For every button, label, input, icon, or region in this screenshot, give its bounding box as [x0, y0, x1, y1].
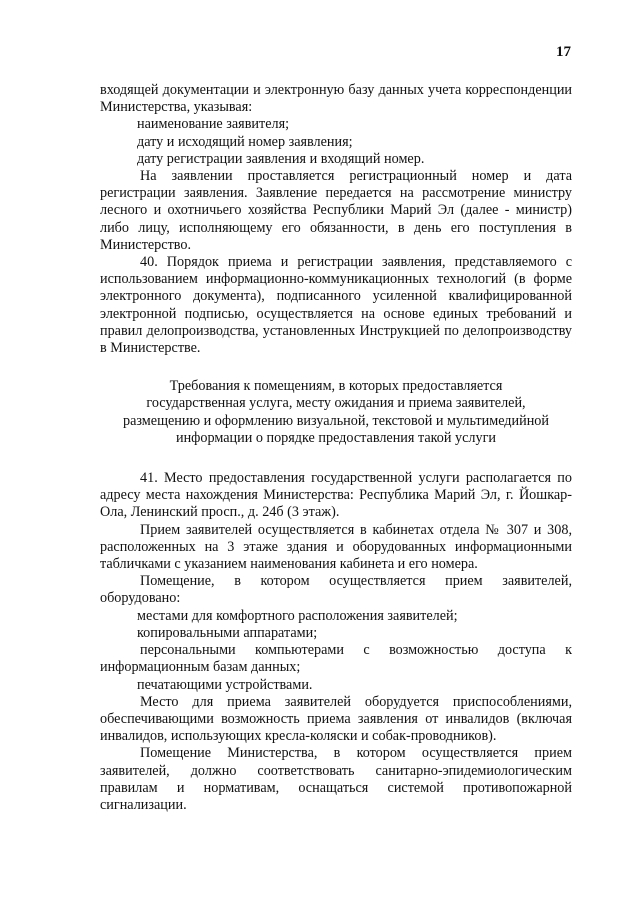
paragraph-41: 41. Место предоставления государственной услуги располагается по адресу места нахождения Министерства: Республика Марий Эл, г. Йошкар-Ола, Ленинский просп., д. 24б (3 этаж).	[100, 470, 572, 521]
paragraph-equipment: Помещение, в котором осуществляется прием заявителей, оборудовано:	[100, 573, 572, 607]
list-item: персональными компьютерами с возможностью доступа к информационным базам данных;	[100, 642, 572, 676]
section-heading	[100, 378, 572, 447]
list-item: дату и исходящий номер заявления;	[137, 133, 353, 150]
list-item: дату регистрации заявления и входящий номер.	[137, 150, 425, 167]
paragraph-reception-rooms: Прием заявителей осуществляется в кабинетах отдела № 307 и 308, расположенных на 3 этаже здания и оборудованных информационными табличками с указанием наименования кабинета и его номера.	[100, 521, 572, 573]
list-item: печатающими устройствами.	[137, 676, 313, 693]
page-number: 17	[556, 44, 571, 60]
document-body	[100, 82, 572, 814]
heading-line: размещению и оформлению визуальной, текстовой и мультимедийной	[123, 412, 549, 429]
list-item: местами для комфортного расположения заявителей;	[137, 607, 458, 624]
paragraph-40: 40. Порядок приема и регистрации заявления, представляемого с использованием информационно-коммуникационных технологий (в форме электронного документа), подписанного усиленной квалифицированной электронной подписью, осуществляется на основе единых требований и правил делопроизводства, установленных Инструкцией по делопроизводству в Министерстве.	[100, 254, 572, 357]
list-item: копировальными аппаратами;	[137, 624, 318, 641]
paragraph-registration: На заявлении проставляется регистрационный номер и дата регистрации заявления. Заявление передается на рассмотрение министру лесного и охотничьего хозяйства Республики Марий Эл (далее - министр) либо лицу, исполняющему его обязанности, в день его поступления в Министерство.	[100, 168, 572, 253]
heading-line: Требования к помещениям, в которых предоставляется	[169, 378, 503, 395]
paragraph-accessibility: Место для приема заявителей оборудуется приспособлениями, обеспечивающими возможность приема заявления от инвалидов (включая инвалидов, использующих кресла-коляски и собак-проводников).	[100, 693, 572, 745]
paragraph-sanitary: Помещение Министерства, в котором осуществляется прием заявителей, должно соответствовать санитарно-эпидемиологическим правилам и нормативам, оснащаться системой противопожарной сигнализации.	[100, 745, 572, 813]
heading-line: информации о порядке предоставления такой услуги	[175, 429, 497, 446]
heading-line: государственная услуга, месту ожидания и приема заявителей,	[146, 395, 526, 412]
paragraph-continuation: входящей документации и электронную базу данных учета корреспонденции Министерства, указывая:	[100, 82, 572, 116]
list-item: наименование заявителя;	[137, 116, 290, 133]
